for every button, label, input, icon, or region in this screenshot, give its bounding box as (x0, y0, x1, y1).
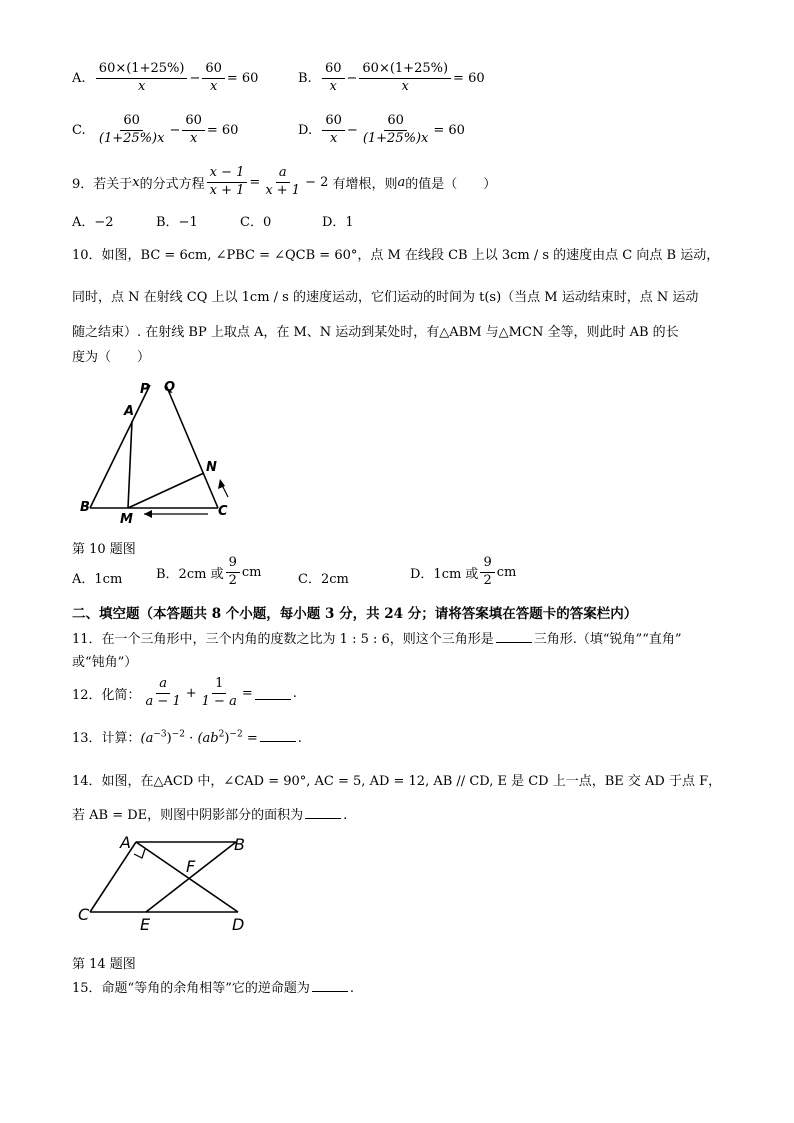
fraction: $\frac{60\times(1+25\%)}{x}$ (96, 62, 188, 95)
fraction: $\frac{60\times(1+25\%)}{x}$ (359, 62, 451, 95)
fraction: $\frac{1}{1 - a}$ (201, 676, 237, 709)
fraction: $\frac{x - 1}{x + 1}$ (207, 166, 248, 199)
q14-figure (78, 832, 268, 936)
fraction: $\frac{60}{x}$ (202, 62, 225, 95)
q10-option-c: C．2cm (298, 572, 349, 587)
operator: − (346, 70, 358, 86)
q11-line1: 11．在一个三角形中，三个内角的度数之比为 1 : 5 : 6，则这个三角形是 三角形.（填“锐角”“直角” (72, 632, 682, 647)
q10-line3: 随之结束）. 在射线 BP 上取点 A，在 M、N 运动到某处时，有△ABM 与△MCN 全等，则此时 AB 的长 (72, 325, 679, 340)
q14-line2: 若 AB = DE，则图中阴影部分的面积为 . (72, 808, 348, 823)
equals: = 60 (206, 122, 239, 138)
segment-am (128, 421, 132, 508)
arrowhead-icon (144, 510, 152, 518)
fraction: $\frac{60}{x}$ (182, 114, 205, 147)
answer-blank (260, 729, 296, 742)
segment-ac (90, 842, 136, 912)
answer-blank (312, 979, 348, 992)
q10-line2: 同时，点 N 在射线 CQ 上以 1cm / s 的速度运动，它们运动的时间为 t(s)（当点 M 运动结束时，点 N 运动 (72, 290, 699, 305)
q15: 15．命题“等角的余角相等”它的逆命题为 . (72, 981, 354, 996)
label-a: A (124, 404, 135, 419)
label-a: A (120, 833, 131, 852)
q14-line1: 14．如图，在△ACD 中，∠CAD = 90°, AC = 5, AD = 12, AB // CD, E 是 CD 上一点，BE 交 AD 于点 F， (72, 774, 722, 789)
segment-mn (128, 473, 204, 508)
ray-bp (90, 385, 150, 508)
answer-blank (255, 687, 291, 700)
label-c: C (218, 504, 228, 519)
option-label: D. (298, 122, 313, 138)
label-e: E (140, 915, 151, 934)
q13: 13．计算：$(a^{-3})^{-2} \cdot (ab^2)^{-2}$ = . (72, 729, 302, 746)
q9-option-d: D．1 (322, 215, 354, 230)
option-label: C. (72, 122, 86, 138)
fraction: $\frac{60}{x}$ (322, 62, 345, 95)
equals: = 60 (226, 70, 259, 86)
fraction: $\frac{60}{x}$ (322, 114, 345, 147)
fraction: $\frac{60}{(1+25\%)x}$ (98, 113, 165, 146)
q11-line2: 或“钝角”） (72, 655, 138, 670)
arrowhead-icon (218, 479, 225, 489)
equals: = 60 (453, 70, 485, 86)
section-heading: 二、填空题（本答题共 8 个小题，每小题 3 分，共 24 分；请将答案填在答题卡的答案栏内） (72, 606, 638, 622)
q8-option-a (72, 62, 258, 95)
option-label: B. (298, 70, 312, 86)
label-b: B (234, 835, 245, 854)
q9-option-a: A．−2 (72, 215, 114, 230)
label-f: F (186, 857, 196, 876)
q9-option-c: C．0 (240, 215, 272, 230)
q10-option-a: A．1cm (72, 572, 123, 587)
answer-blank (305, 806, 341, 819)
q10-option-d: D．1cm 或 $\frac{9}{2}$ cm (410, 555, 517, 588)
answer-blank (496, 630, 532, 643)
q10-caption: 第 10 题图 (72, 542, 136, 557)
fraction: $\frac{a}{a - 1}$ (145, 676, 181, 709)
operator: − (169, 122, 181, 138)
label-b: B (80, 500, 90, 515)
fraction: $\frac{60}{(1+25\%)x}$ (362, 113, 429, 146)
q10-option-b: B．2cm 或 $\frac{9}{2}$ cm (156, 555, 262, 588)
label-p: P (140, 382, 150, 397)
q10-figure (80, 375, 240, 525)
q8-option-c (72, 114, 238, 147)
fraction: $\frac{9}{2}$ (226, 556, 240, 589)
right-angle-mark-icon (134, 849, 145, 858)
label-q: Q (164, 380, 176, 395)
label-m: M (120, 512, 133, 525)
q8-option-b (298, 62, 485, 95)
label-c: C (78, 905, 90, 924)
fraction: $\frac{a}{x + 1}$ (265, 165, 301, 198)
q12: 12．化简： $\frac{a}{a - 1}$ + $\frac{1}{1 - a}$ = . (72, 676, 297, 709)
fraction: $\frac{9}{2}$ (480, 556, 494, 589)
operator: − (346, 122, 358, 138)
q10-line1: 10．如图，BC = 6cm, ∠PBC = ∠QCB = 60°，点 M 在线段 CB 上以 3cm / s 的速度由点 C 向点 B 运动， (72, 248, 720, 263)
q9-stem: 9．若关于 x 的分式方程 $\frac{x - 1}{x + 1}$ = $\frac{a}{x + 1}$ − 2 有增根，则 a 的值是（ ） (72, 165, 497, 198)
q10-line4: 度为（ ） (72, 350, 151, 365)
equals: = 60 (433, 122, 465, 138)
q9-option-b: B．−1 (156, 215, 198, 230)
label-d: D (232, 915, 245, 934)
ray-cq (166, 385, 218, 508)
label-n: N (206, 460, 217, 475)
q8-option-d (298, 114, 465, 147)
operator: − (189, 70, 201, 86)
q14-caption: 第 14 题图 (72, 957, 136, 972)
option-label: A. (72, 70, 86, 86)
